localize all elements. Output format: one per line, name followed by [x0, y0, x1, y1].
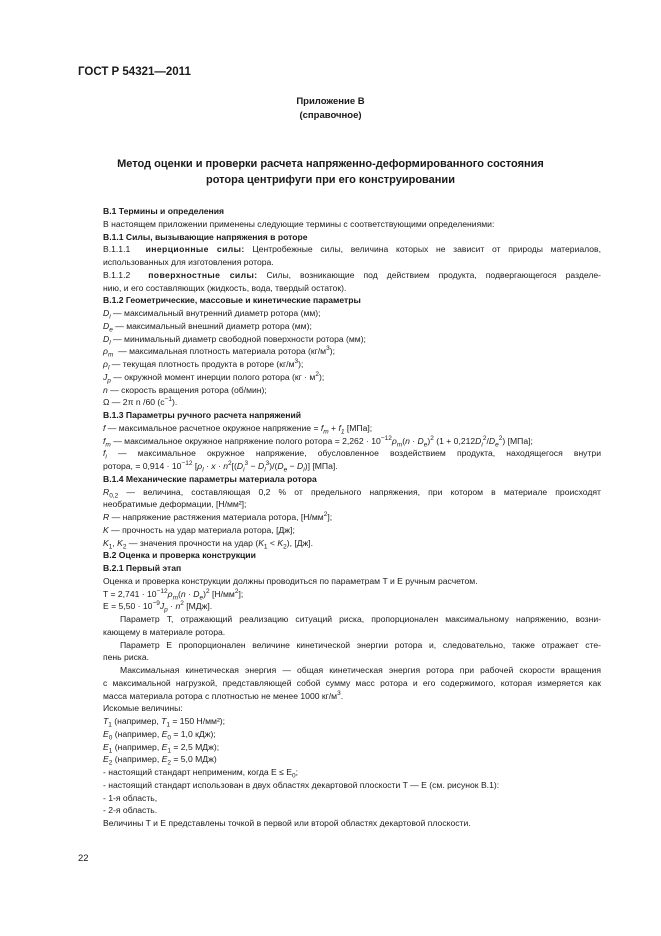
b21-last: Величины T и E представлены точкой в первой или второй областях декартовой плоскости. [103, 818, 471, 828]
param-dl: $D_l$ — минимальный диаметр свободной поверхности ротора (мм); [103, 333, 366, 347]
bullet-area-2: - 2-я область. [103, 805, 158, 816]
bullet-not-applicable: - настоящий стандарт неприменим, когда $E \le E_0$; [103, 767, 298, 780]
section-b13-heading: В.1.3 Параметры ручного расчета напряжений [103, 410, 302, 420]
param-di: $D_i$ — максимальный внутренний диаметр ротора (мм); [103, 308, 321, 321]
b21-para4: Максимальная кинетическая энергия — общая кинетическая энергия ротора при рабочей скорости вращения [120, 665, 601, 675]
param-r02-cont: необратимые деформации, [Н/мм²]; [103, 499, 247, 510]
value-e1: $E_1$ (например, $E_1 = 2,5$ МДж); [103, 741, 220, 755]
value-e0: $E_0$ (например, $E_0 = 1,0$ кДж); [103, 728, 216, 742]
param-r02: $R_{0,2}$ — величина, составляющая 0,2 % от предельного напряжения, при котором в материале происходят [103, 486, 601, 500]
page-number: 22 [78, 853, 89, 864]
b21-para4-cont2: масса материала ротора с плотностью не менее 1000 $кг/м^3$. [103, 689, 344, 701]
b21-para1: Оценка и проверка конструкции должны проводиться по параметрам T и E ручным расчетом. [103, 575, 478, 586]
param-n: n — скорость вращения ротора (об/мин); [103, 384, 267, 395]
section-b1-intro: В настоящем приложении применены следующие термины с соответствующими определениями: [103, 218, 495, 229]
b21-para2: Параметр T, отражающий реализацию ситуаций риска, пропорционален максимальному напряжению, возни- [120, 614, 601, 624]
formula-fi: $f_i$ — максимальное окружное напряжение, обусловленное воздействием продукта, находящегося внутри [103, 448, 601, 461]
section-b12-heading: В.1.2 Геометрические, массовые и кинетические параметры [103, 295, 361, 306]
document-body [103, 205, 601, 830]
value-e2: $E_2$ (например, $E_2 = 5,0$ МДж) [103, 754, 217, 767]
term-b112-cont: нию, и его составляющих (жидкость, вода, твердый остаток). [103, 282, 347, 293]
formula-fm: $f_m$ — максимальное окружное напряжение полого ротора = $2,262 \cdot 10^{-12}\rho_m(n \cdot D_e)^2$ $(1 + 0,212D_i^2/D_e^2)$ [МПа]; [103, 434, 533, 449]
param-k12: $K_1$, $K_2$ — значения прочности на удар $(K_1 < K_2)$, [Дж]. [103, 537, 314, 551]
formula-T: $T = 2,741 \cdot 10^{-12}\rho_m(n \cdot D_e)^2$ $[Н/мм^2]$; [103, 587, 244, 602]
bullet-area-1: - 1-я область, [103, 792, 158, 803]
param-rho-l: $\rho_l$ — текущая плотность продукта в роторе $(кг/м^3)$; [103, 358, 304, 372]
param-jp: $J_p$ — окружной момент инерции полого ротора $(кг \cdot м^2)$; [103, 370, 325, 385]
b21-sought: Искомые величины: [103, 703, 183, 714]
section-b1-heading: В.1 Термины и определения [103, 206, 225, 216]
param-omega: Ω — 2π n /60 $(с^{-1})$. [103, 396, 178, 408]
section-b21-heading: В.2.1 Первый этап [103, 563, 182, 573]
formula-f: f — максимальное расчетное окружное напряжение = $f_m + f_1$ [МПа]; [103, 422, 373, 436]
param-de: $D_e$ — максимальный внешний диаметр ротора (мм); [103, 320, 312, 334]
b21-para4-cont1: с максимальной нагрузкой, представляющей собой сумму масс ротора и его содержимого, которая измеряется как [103, 677, 601, 688]
b21-para3-cont: пень риска. [103, 652, 150, 663]
annex-label: Приложение В [296, 96, 365, 107]
param-rho-m: $\rho_m$ — максимальная плотность материала ротора $(кг/м^3)$; [103, 345, 335, 359]
term-b111-cont: использованных для изготовления ротора. [103, 257, 274, 267]
param-r: R — напряжение растяжения материала ротора, $[Н/мм^2]$; [103, 511, 333, 522]
section-b2-heading: В.2 Оценка и проверка конструкции [103, 550, 256, 561]
bullet-two-areas: - настоящий стандарт использован в двух областях декартовой плоскости T — E (см. рисунок В.1): [103, 779, 500, 790]
annex-type: (справочное) [299, 110, 362, 121]
param-k: K — прочность на удар материала ротора, [Дж]; [103, 524, 295, 535]
standard-header: ГОСТ Р 54321—2011 [78, 66, 191, 78]
value-t1: $T_1$ (например, $T_1 = 150$ Н/мм²); [103, 716, 226, 729]
section-b14-heading: В.1.4 Механические параметры материала ротора [103, 473, 317, 484]
b21-para2-cont: кающему в материале ротора. [103, 626, 226, 637]
section-b11-heading: В.1.1 Силы, вызывающие напряжения в роторе [103, 231, 308, 242]
b21-para3: Параметр E пропорционален величине кинетической энергии ротора и, следовательно, также отражает сте- [120, 639, 601, 650]
formula-E: $E = 5,50 \cdot 10^{-9}J_p \cdot n^2$ [МДж]. [103, 600, 213, 614]
term-b112: В.1.1.2 поверхностные силы: Силы, возникающие под действием продукта, подвергающегося разделе- [103, 269, 602, 280]
term-b111: В.1.1.1 инерционные силы: Центробежные силы, величина которых не зависит от природы материалов, [103, 244, 601, 255]
document-title-line2: ротора центрифуги при его конструировании [206, 174, 455, 186]
document-title-line1: Метод оценки и проверки расчета напряженно-деформированного состояния [117, 158, 544, 170]
formula-fi-cont: ротора, = $0,914 \cdot 10^{-12}$ [$\rho_l \cdot x \cdot n^2[(D_i^3 - D_l^3)/(D_e - D_i)]$ [МПа]. [103, 460, 338, 474]
